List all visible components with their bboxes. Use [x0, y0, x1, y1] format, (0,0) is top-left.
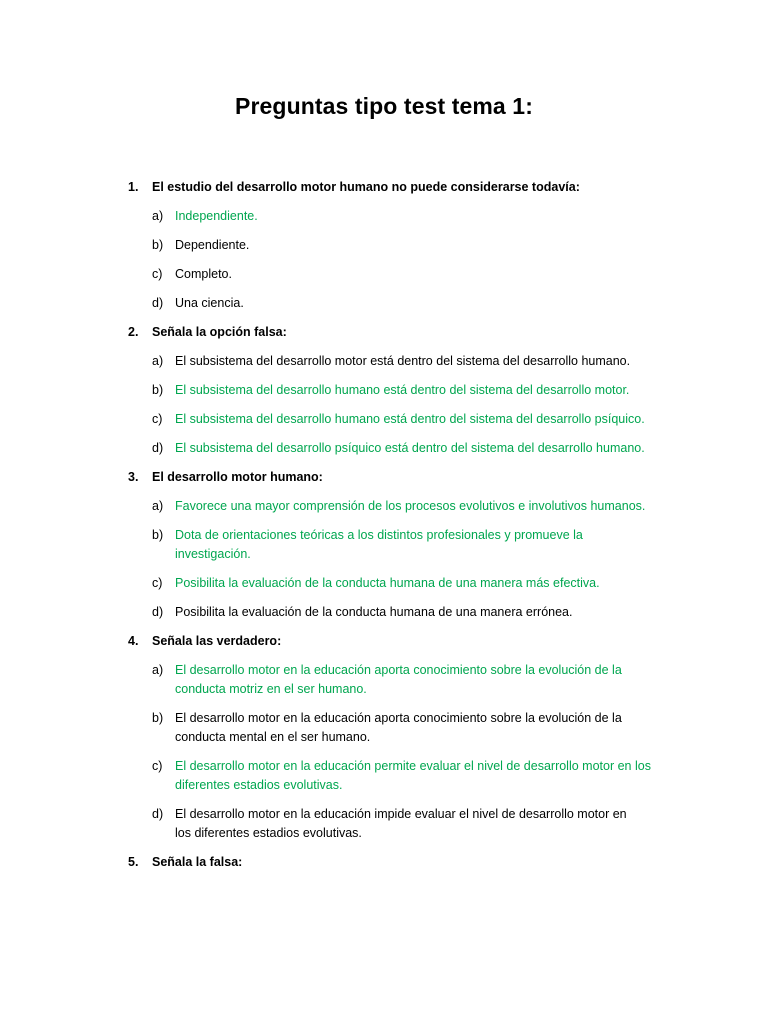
question-3-option-b	[0, 526, 768, 564]
option-letter: b)	[152, 238, 164, 252]
question-text: El desarrollo motor humano:	[152, 470, 323, 484]
option-text: El subsistema del desarrollo humano está dentro del sistema del desarrollo psíquico.	[175, 412, 645, 426]
option-text: Una ciencia.	[175, 296, 244, 310]
question-4-option-a	[0, 661, 768, 699]
option-letter: a)	[152, 209, 164, 223]
option-letter: b)	[152, 528, 164, 542]
option-text: Favorece una mayor comprensión de los procesos evolutivos e involutivos humanos.	[175, 499, 646, 513]
question-1-option-d	[0, 294, 768, 313]
question-4-option-b	[0, 709, 768, 747]
question-number: 3.	[128, 470, 139, 484]
question-3-option-c	[0, 574, 768, 593]
question-number: 2.	[128, 325, 139, 339]
option-text: El subsistema del desarrollo psíquico está dentro del sistema del desarrollo humano.	[175, 441, 645, 455]
option-text: Completo.	[175, 267, 232, 281]
question-number: 5.	[128, 855, 139, 869]
option-letter: c)	[152, 267, 163, 281]
question-2-option-a	[0, 352, 768, 371]
question-5-header	[0, 853, 768, 871]
option-text: Independiente.	[175, 209, 258, 223]
question-4-option-d	[0, 805, 768, 843]
option-text: Dependiente.	[175, 238, 250, 252]
question-3-option-a	[0, 497, 768, 516]
question-3-header	[0, 468, 768, 486]
option-letter: b)	[152, 383, 164, 397]
option-letter: d)	[152, 296, 164, 310]
option-text: El desarrollo motor en la educación impide evaluar el nivel de desarrollo motor en los diferentes estadios evolutivas.	[175, 807, 627, 840]
question-2-header	[0, 323, 768, 341]
question-number: 4.	[128, 634, 139, 648]
option-letter: a)	[152, 499, 164, 513]
option-text: El subsistema del desarrollo humano está dentro del sistema del desarrollo motor.	[175, 383, 630, 397]
option-letter: a)	[152, 354, 164, 368]
question-text: El estudio del desarrollo motor humano no puede considerarse todavía:	[152, 180, 580, 194]
question-text: Señala la opción falsa:	[152, 325, 287, 339]
option-letter: c)	[152, 576, 163, 590]
question-3-option-d	[0, 603, 768, 622]
question-2-option-d	[0, 439, 768, 458]
option-letter: d)	[152, 441, 164, 455]
option-text: Posibilita la evaluación de la conducta humana de una manera errónea.	[175, 605, 573, 619]
question-1-option-b	[0, 236, 768, 255]
option-text: Dota de orientaciones teóricas a los distintos profesionales y promueve la investigación.	[175, 528, 583, 561]
question-1-option-c	[0, 265, 768, 284]
option-letter: a)	[152, 663, 164, 677]
option-text: Posibilita la evaluación de la conducta humana de una manera más efectiva.	[175, 576, 600, 590]
question-text: Señala la falsa:	[152, 855, 243, 869]
page-title: Preguntas tipo test tema 1:	[235, 93, 533, 119]
question-list	[0, 178, 768, 871]
option-text: El desarrollo motor en la educación aporta conocimiento sobre la evolución de la conducta motriz en el ser humano.	[175, 663, 622, 696]
question-2-option-b	[0, 381, 768, 400]
option-letter: c)	[152, 759, 163, 773]
question-4-header	[0, 632, 768, 650]
question-4-option-c	[0, 757, 768, 795]
option-text: El desarrollo motor en la educación aporta conocimiento sobre la evolución de la conducta mental en el ser humano.	[175, 711, 622, 744]
question-1-header	[0, 178, 768, 196]
option-letter: d)	[152, 807, 164, 821]
option-text: El desarrollo motor en la educación permite evaluar el nivel de desarrollo motor en los diferentes estadios evolutivas.	[175, 759, 651, 792]
question-number: 1.	[128, 180, 139, 194]
option-letter: d)	[152, 605, 164, 619]
question-text: Señala las verdadero:	[152, 634, 282, 648]
option-letter: c)	[152, 412, 163, 426]
option-letter: b)	[152, 711, 164, 725]
option-text: El subsistema del desarrollo motor está dentro del sistema del desarrollo humano.	[175, 354, 631, 368]
question-2-option-c	[0, 410, 768, 429]
question-1-option-a	[0, 207, 768, 226]
